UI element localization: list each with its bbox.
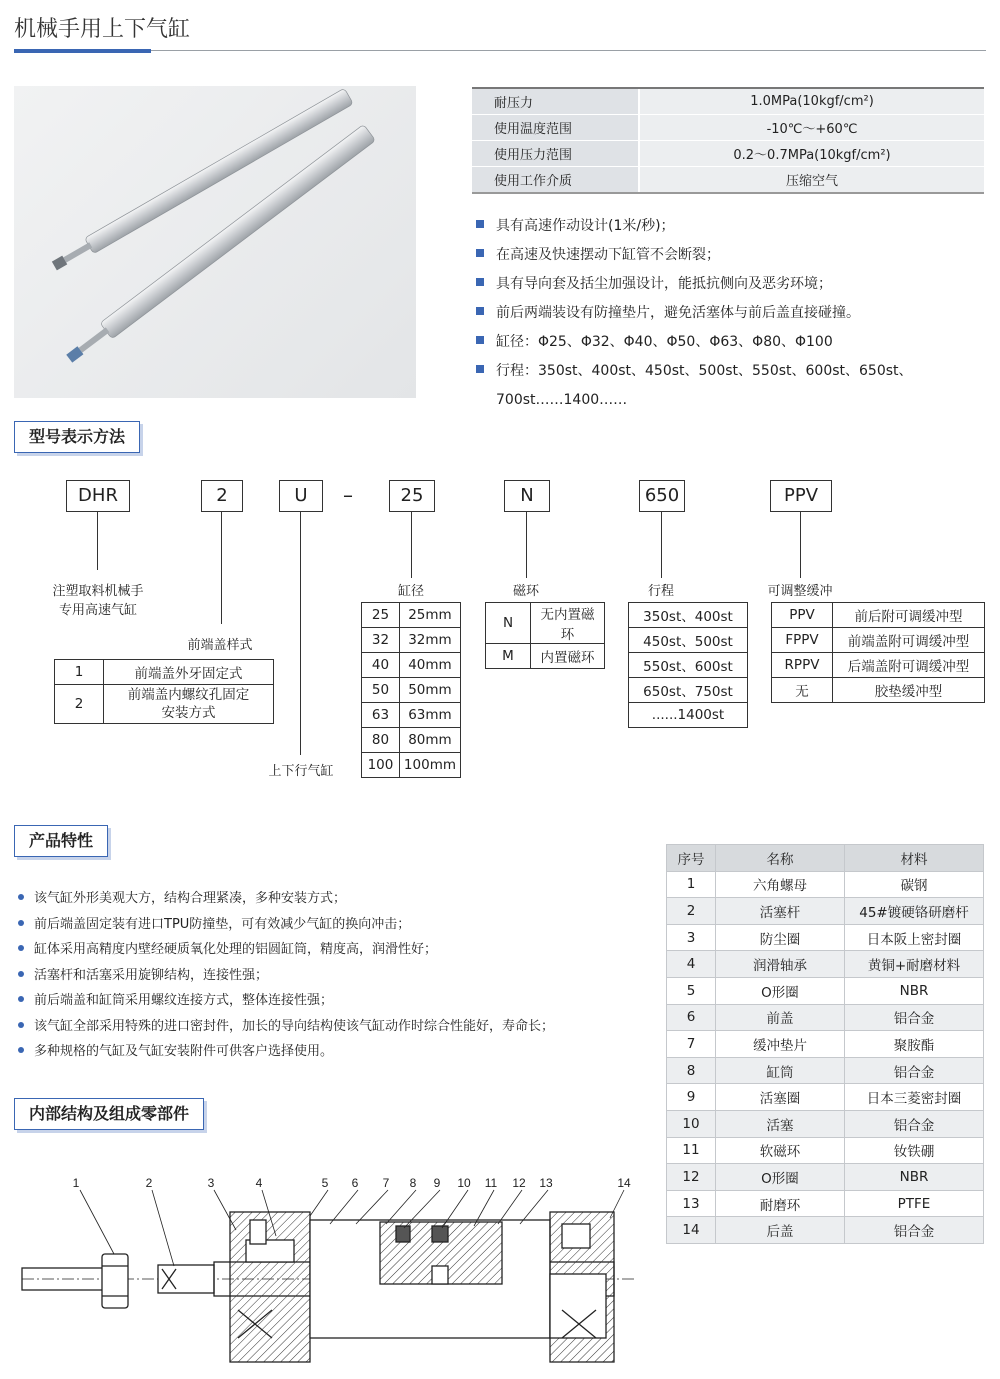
product-photo	[14, 86, 416, 398]
spec-value: -10℃～+60℃	[639, 115, 984, 141]
table-row	[667, 1137, 984, 1164]
table-row	[362, 653, 461, 678]
table-cell: 缓冲垫片	[716, 1031, 845, 1058]
diagram-label: 8	[409, 1176, 417, 1190]
table-row	[772, 603, 985, 628]
table-cell: 14	[667, 1217, 716, 1244]
section-header-features: 产品特性	[14, 825, 108, 857]
feature-text: 前后端盖和缸筒采用螺纹连接方式，整体连接性强；	[34, 993, 334, 1008]
table-cell: 25mm	[399, 603, 460, 628]
table-cell: 11	[667, 1137, 716, 1164]
spec-key: 使用工作介质	[472, 167, 639, 194]
table-cell: 日本阪上密封圈	[845, 924, 984, 951]
table-row	[667, 1217, 984, 1244]
label-cushion: 可调整缓冲	[767, 584, 833, 599]
spec-value: 压缩空气	[639, 167, 984, 194]
connector-line	[300, 512, 301, 755]
feature-item	[18, 988, 658, 1014]
table-cell: 无	[772, 678, 833, 703]
feature-text: 具有导向套及括尘加强设计，能抵抗侧向及恶劣环境；	[496, 276, 832, 292]
bullet-icon	[476, 220, 484, 228]
table-cell: 100	[362, 753, 400, 778]
feature-item	[476, 328, 976, 357]
table-cell: 6	[667, 1004, 716, 1031]
product-feature-list	[18, 886, 658, 1065]
header-cell: 名称	[716, 845, 845, 872]
table-cell: 5	[667, 977, 716, 1004]
table-cell: 前端盖外牙固定式	[104, 660, 274, 685]
feature-item	[476, 299, 976, 328]
diagram-label: 4	[255, 1176, 263, 1190]
table-cell: 450st、500st	[629, 628, 748, 653]
table-cell: 8	[667, 1057, 716, 1084]
feature-item	[476, 270, 976, 299]
feature-text: 缸径：Φ25、Φ32、Φ40、Φ50、Φ63、Φ80、Φ100	[496, 334, 833, 350]
table-cell: 钕铁硼	[845, 1137, 984, 1164]
table-cell: 50	[362, 678, 400, 703]
table-cell: 内置磁环	[531, 644, 605, 669]
feature-text: 多种规格的气缸及气缸安装附件可供客户选择使用。	[34, 1044, 334, 1059]
section-header-structure: 内部结构及组成零部件	[14, 1098, 204, 1130]
table-cell: RPPV	[772, 653, 833, 678]
table-row	[362, 753, 461, 778]
connector-line	[526, 512, 527, 578]
diagram-label: 13	[539, 1176, 553, 1190]
table-cell: 45#镀硬铬研磨杆	[845, 898, 984, 925]
bore-table	[361, 602, 461, 778]
table-cell	[104, 685, 274, 724]
spec-key: 耐压力	[472, 88, 639, 115]
bullet-icon	[18, 894, 24, 900]
label-stroke: 行程	[647, 584, 674, 599]
materials-table	[666, 844, 984, 1244]
table-row	[362, 703, 461, 728]
table-cell: ......1400st	[629, 703, 748, 728]
table-cell: 40mm	[399, 653, 460, 678]
table-row	[667, 1057, 984, 1084]
table-row	[486, 603, 605, 644]
label-dhr	[40, 580, 156, 618]
table-cell: 63	[362, 703, 400, 728]
diagram-label: 10	[457, 1176, 471, 1190]
diagram-label: 14	[617, 1176, 631, 1190]
table-row	[667, 1110, 984, 1137]
code-box-cover: 2	[201, 480, 243, 512]
label-bore: 缸径	[397, 584, 424, 599]
table-cell: M	[486, 644, 531, 669]
table-cell: 12	[667, 1164, 716, 1191]
cell-line: 前端盖内螺纹孔固定	[127, 687, 250, 703]
table-cell: 7	[667, 1031, 716, 1058]
feature-text: 行程：350st、400st、450st、500st、550st、600st、650st、	[496, 363, 913, 379]
table-row	[629, 703, 748, 728]
table-row	[362, 603, 461, 628]
table-cell: 50mm	[399, 678, 460, 703]
table-cell: 前后附可调缓冲型	[833, 603, 985, 628]
code-box-magnet: N	[504, 480, 550, 512]
connector-line	[800, 512, 801, 578]
feature-item	[18, 963, 658, 989]
table-cell: 100mm	[399, 753, 460, 778]
feature-item	[476, 357, 976, 386]
table-cell: 铝合金	[845, 1004, 984, 1031]
table-row	[772, 628, 985, 653]
table-cell: 40	[362, 653, 400, 678]
table-row	[667, 871, 984, 898]
table-cell: 80	[362, 728, 400, 753]
table-row	[629, 603, 748, 628]
feature-item-continued	[476, 386, 976, 415]
bullet-icon	[18, 971, 24, 977]
table-row	[667, 898, 984, 925]
table-row	[362, 728, 461, 753]
bullet-icon	[18, 1022, 24, 1028]
bullet-icon	[18, 1047, 24, 1053]
header-cell: 序号	[667, 845, 716, 872]
header-cell: 材料	[845, 845, 984, 872]
table-cell: FPPV	[772, 628, 833, 653]
table-cell: 63mm	[399, 703, 460, 728]
table-cell: O形圈	[716, 1164, 845, 1191]
table-cell: 550st、600st	[629, 653, 748, 678]
connector-line	[661, 512, 662, 578]
table-row	[486, 644, 605, 669]
section-header-model: 型号表示方法	[14, 421, 140, 453]
table-cell: 活塞杆	[716, 898, 845, 925]
table-cell: 六角螺母	[716, 871, 845, 898]
feature-text: 具有高速作动设计(1米/秒)；	[496, 218, 675, 234]
code-dash: –	[343, 483, 353, 507]
table-cell: 耐磨环	[716, 1190, 845, 1217]
table-row	[667, 1004, 984, 1031]
table-cell: 650st、750st	[629, 678, 748, 703]
spec-value: 1.0MPa(10kgf/cm²)	[639, 88, 984, 115]
table-cell: 前端盖附可调缓冲型	[833, 628, 985, 653]
table-row	[362, 628, 461, 653]
table-row	[55, 660, 274, 685]
stroke-table	[628, 602, 748, 728]
table-cell: 80mm	[399, 728, 460, 753]
page-title: 机械手用上下气缸	[14, 17, 191, 42]
feature-text: 该气缸全部采用特殊的进口密封件，加长的导向结构使该气缸动作时综合性能好，寿命长；	[34, 1018, 555, 1034]
table-row	[772, 653, 985, 678]
front-cover-table	[54, 659, 274, 724]
bullet-icon	[18, 920, 24, 926]
code-box-u: U	[279, 480, 323, 512]
table-cell: 铝合金	[845, 1110, 984, 1137]
table-cell: 活塞	[716, 1110, 845, 1137]
spec-key: 使用压力范围	[472, 141, 639, 167]
cushion-table	[771, 602, 985, 703]
cell-line: 安装方式	[161, 705, 216, 721]
table-cell: 4	[667, 951, 716, 978]
connector-line	[411, 512, 412, 578]
table-row	[667, 924, 984, 951]
table-cell: 聚胺酯	[845, 1031, 984, 1058]
code-box-dhr: DHR	[66, 480, 130, 512]
table-row	[362, 678, 461, 703]
table-cell: 碳钢	[845, 871, 984, 898]
feature-text: 700st……1400……	[496, 392, 628, 408]
feature-text: 活塞杆和活塞采用旋铆结构，连接性强；	[34, 967, 269, 983]
table-cell: 2	[667, 898, 716, 925]
feature-item	[18, 912, 658, 938]
feature-text: 该气缸外形美观大方，结构合理紧凑，多种安装方式；	[34, 891, 347, 906]
table-cell: 胶垫缓冲型	[833, 678, 985, 703]
table-cell: 32mm	[399, 628, 460, 653]
table-row	[629, 678, 748, 703]
table-cell: 活塞圈	[716, 1084, 845, 1111]
label-magnet: 磁环	[512, 584, 539, 599]
spec-row	[472, 167, 984, 194]
table-cell: 1	[55, 660, 104, 685]
table-cell: 3	[667, 924, 716, 951]
table-cell: O形圈	[716, 977, 845, 1004]
table-cell: NBR	[845, 977, 984, 1004]
feature-text: 缸体采用高精度内壁经硬质氧化处理的铝圆缸筒，精度高，润滑性好；	[34, 942, 438, 957]
spec-row	[472, 88, 984, 115]
table-row	[55, 685, 274, 724]
title-divider	[14, 50, 986, 51]
table-cell: 前盖	[716, 1004, 845, 1031]
bullet-icon	[476, 278, 484, 286]
table-cell: 10	[667, 1110, 716, 1137]
table-header-row	[667, 845, 984, 872]
title-accent-bar	[14, 49, 151, 53]
code-box-cushion: PPV	[770, 480, 832, 512]
table-cell: 铝合金	[845, 1217, 984, 1244]
feature-text: 在高速及快速摆动下缸管不会断裂；	[496, 247, 720, 263]
table-row	[667, 951, 984, 978]
table-cell: 后盖	[716, 1217, 845, 1244]
table-cell: 1	[667, 871, 716, 898]
table-cell: 13	[667, 1190, 716, 1217]
table-cell: 9	[667, 1084, 716, 1111]
diagram-label: 11	[484, 1176, 498, 1190]
label-updown: 上下行气缸	[268, 764, 334, 779]
table-cell: 2	[55, 685, 104, 724]
table-cell: 32	[362, 628, 400, 653]
feature-item	[18, 1039, 658, 1065]
feature-text: 前后端盖固定装有进口TPU防撞垫，可有效减少气缸的换向冲击；	[34, 916, 411, 932]
feature-item	[18, 1014, 658, 1040]
bullet-icon	[476, 365, 484, 373]
feature-text: 前后两端装设有防撞垫片，避免活塞体与前后盖直接碰撞。	[496, 305, 860, 321]
table-cell: N	[486, 603, 531, 644]
bullet-icon	[18, 945, 24, 951]
diagram-label: 7	[382, 1176, 390, 1190]
table-row	[629, 653, 748, 678]
feature-item	[476, 212, 976, 241]
diagram-label: 6	[351, 1176, 359, 1190]
diagram-label: 1	[72, 1176, 80, 1190]
table-row	[667, 1190, 984, 1217]
connector-line	[97, 512, 98, 570]
bullet-icon	[476, 249, 484, 257]
diagram-label: 3	[207, 1176, 215, 1190]
label-line: 专用高速气缸	[58, 603, 137, 618]
table-row	[772, 678, 985, 703]
spec-row	[472, 141, 984, 167]
diagram-label: 2	[145, 1176, 153, 1190]
table-row	[667, 1164, 984, 1191]
table-row	[667, 1084, 984, 1111]
connector-line	[221, 512, 222, 624]
spec-key: 使用温度范围	[472, 115, 639, 141]
spec-table	[472, 87, 984, 194]
bullet-icon	[18, 996, 24, 1002]
table-cell: 后端盖附可调缓冲型	[833, 653, 985, 678]
table-row	[667, 1031, 984, 1058]
table-cell: 软磁环	[716, 1137, 845, 1164]
table-cell: 25	[362, 603, 400, 628]
table-cell: 日本三菱密封圈	[845, 1084, 984, 1111]
label-line: 注塑取料机械手	[52, 584, 144, 599]
table-cell: PPV	[772, 603, 833, 628]
table-row	[629, 628, 748, 653]
table-cell: PTFE	[845, 1190, 984, 1217]
feature-item	[18, 937, 658, 963]
table-cell: 润滑轴承	[716, 951, 845, 978]
table-cell: 350st、400st	[629, 603, 748, 628]
table-cell: 防尘圈	[716, 924, 845, 951]
table-cell: 缸筒	[716, 1057, 845, 1084]
cross-section-diagram	[14, 1170, 654, 1379]
diagram-label: 12	[512, 1176, 526, 1190]
spec-value: 0.2～0.7MPa(10kgf/cm²)	[639, 141, 984, 167]
table-cell: 黄铜+耐磨材料	[845, 951, 984, 978]
table-row	[667, 977, 984, 1004]
code-box-stroke: 650	[639, 480, 685, 512]
table-cell: 无内置磁环	[531, 603, 605, 644]
label-front-cover: 前端盖样式	[187, 638, 253, 653]
bullet-icon	[476, 336, 484, 344]
table-cell: 铝合金	[845, 1057, 984, 1084]
feature-list	[476, 212, 976, 415]
spec-row	[472, 115, 984, 141]
feature-item	[476, 241, 976, 270]
code-box-bore: 25	[389, 480, 435, 512]
feature-item	[18, 886, 658, 912]
diagram-label: 9	[433, 1176, 441, 1190]
table-cell: NBR	[845, 1164, 984, 1191]
magnet-table	[485, 602, 605, 669]
diagram-label: 5	[321, 1176, 329, 1190]
bullet-icon	[476, 307, 484, 315]
